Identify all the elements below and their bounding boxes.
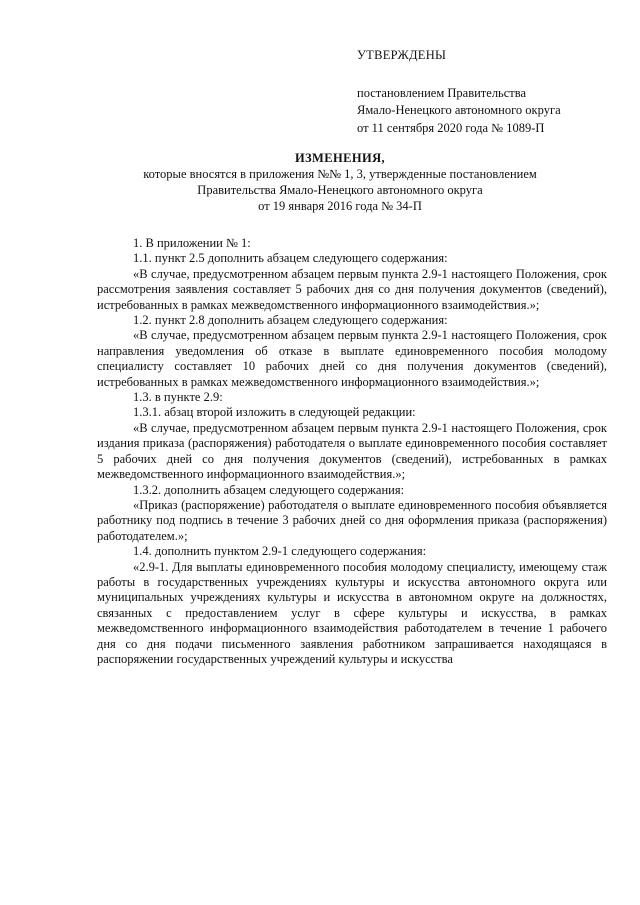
paragraph: 1.1. пункт 2.5 дополнить абзацем следующего содержания: bbox=[133, 251, 448, 266]
heading-line: которые вносятся в приложения №№ 1, 3, утвержденные постановлением bbox=[143, 167, 537, 181]
paragraph: 1.3.2. дополнить абзацем следующего содержания: bbox=[133, 482, 405, 497]
paragraph: «В случае, предусмотренном абзацем первым пункта 2.9-1 настоящего Положения, срок рассмотрения заявления составляет 5 рабочих дня со дня получения документов (сведений), истребованных в рамках межведомственного информационного взаимодействия.»; bbox=[97, 266, 607, 312]
approval-line: Ямало-Ненецкого автономного округа bbox=[357, 103, 561, 117]
paragraph: «В случае, предусмотренном абзацем первым пункта 2.9-1 настоящего Положения, срок направления уведомления об отказе в выплате единовременного пособия молодому специалисту составляет 10 рабочих дней со дня получения документов (сведений), истребованных в рамках межведомственного информационного взаимодействия.»; bbox=[97, 328, 607, 389]
document-body bbox=[97, 236, 607, 667]
paragraph: 1.3. в пункте 2.9: bbox=[133, 390, 223, 405]
approval-title: УТВЕРЖДЕНЫ bbox=[357, 48, 447, 62]
paragraph: 1.2. пункт 2.8 дополнить абзацем следующего содержания: bbox=[133, 313, 448, 328]
paragraph: 1.4. дополнить пунктом 2.9-1 следующего содержания: bbox=[133, 544, 427, 559]
heading-line: Правительства Ямало-Ненецкого автономного округа bbox=[197, 183, 483, 197]
paragraph: 1.3.1. абзац второй изложить в следующей редакции: bbox=[133, 405, 416, 420]
heading-line: от 19 января 2016 года № 34-П bbox=[258, 199, 422, 213]
paragraph: 1. В приложении № 1: bbox=[133, 236, 251, 250]
document-heading bbox=[80, 150, 600, 214]
approval-line: постановлением Правительства bbox=[357, 85, 527, 100]
paragraph: «Приказ (распоряжение) работодателя о выплате единовременного пособия объявляется работнику под подпись в течение 3 рабочих дней со дня оформления приказа (распоряжения) работодателем.»; bbox=[97, 497, 607, 543]
paragraph: «В случае, предусмотренном абзацем первым пункта 2.9-1 настоящего Положения, срок издания приказа (распоряжения) работодателя о выплате единовременного пособия составляет 5 рабочих дней со дня получения документов (сведений), истребованных в рамках межведомственного информационного взаимодействия.»; bbox=[97, 420, 607, 482]
approval-block bbox=[357, 47, 561, 137]
approval-line: от 11 сентября 2020 года № 1089-П bbox=[357, 120, 545, 135]
heading-title: ИЗМЕНЕНИЯ, bbox=[294, 151, 386, 165]
paragraph: «2.9-1. Для выплаты единовременного пособия молодому специалисту, имеющему стаж работы в государственных учреждениях культуры и искусства автономного округа или муниципальных учреждениях культуры и искусства в автономном округе на должностях, связанных с предоставлением услуг в сфере культуры и искусства, в рамках межведомственного информационного взаимодействия работодателем в течение 1 рабочего дня со дня подачи письменного заявления работником запрашивается находящаяся в распоряжении государственных учреждений культуры и искусства bbox=[97, 559, 607, 666]
